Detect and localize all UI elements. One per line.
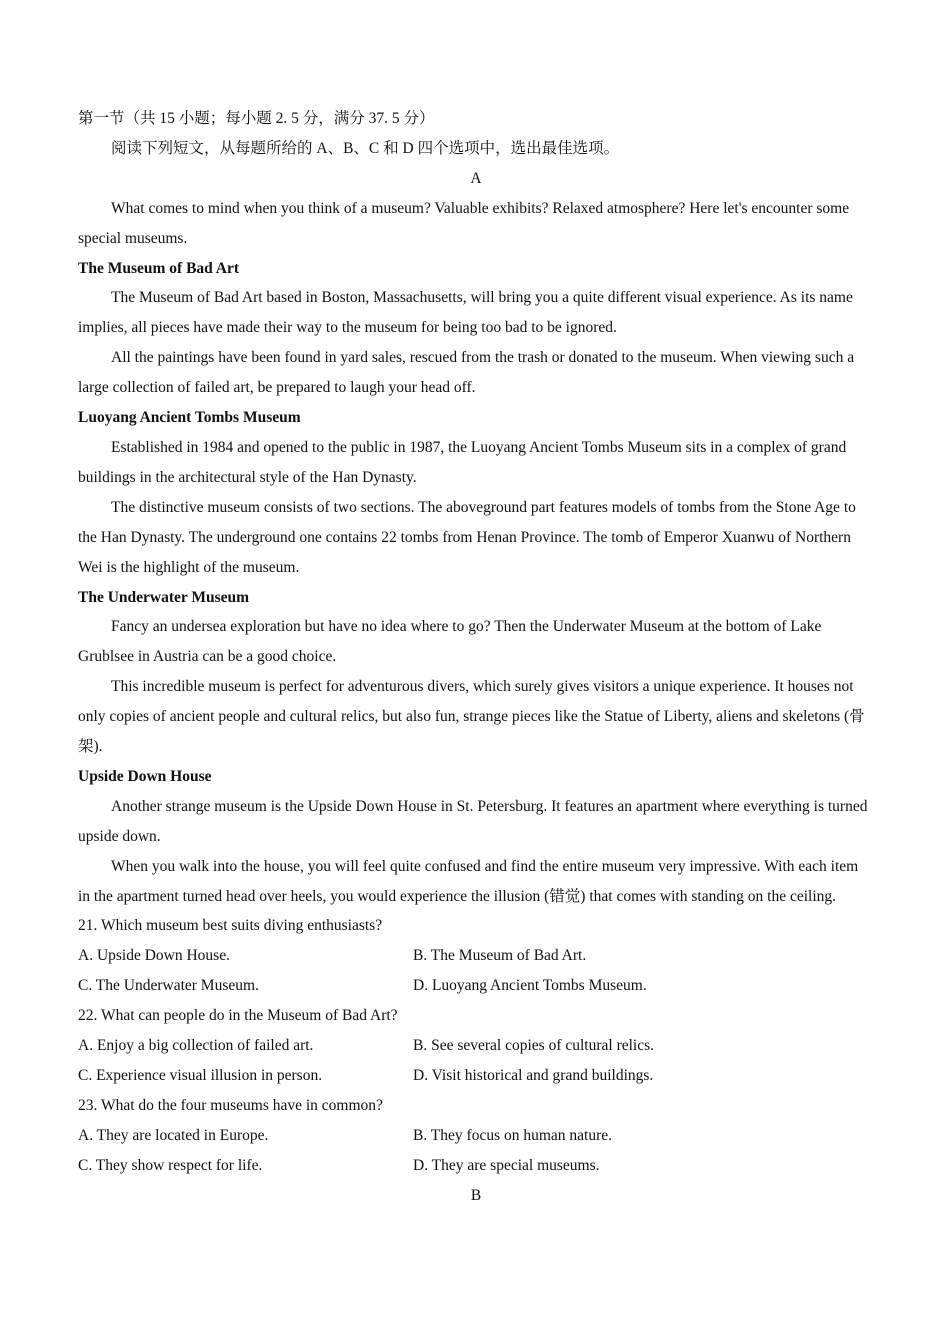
option-d: D. Luoyang Ancient Tombs Museum. bbox=[413, 977, 647, 995]
options-row bbox=[78, 1121, 874, 1151]
passage-intro: What comes to mind when you think of a museum? Valuable exhibits? Relaxed atmosphere? Here let's encounter some special museums. bbox=[78, 199, 850, 247]
question-stem-23: 23. What do the four museums have in common? bbox=[78, 1096, 383, 1114]
question-stem-22: 22. What can people do in the Museum of Bad Art? bbox=[78, 1007, 398, 1025]
options-row bbox=[78, 1031, 874, 1061]
option-a: A. Enjoy a big collection of failed art. bbox=[78, 1037, 314, 1055]
section-header: 第一节（共 15 小题；每小题 2. 5 分，满分 37. 5 分） bbox=[78, 110, 435, 127]
option-c: C. The Underwater Museum. bbox=[78, 977, 259, 995]
paragraph: This incredible museum is perfect for adventurous divers, which surely gives visitors a unique experience. It houses not only copies of ancient people and cultural relics, but also fun, strange pieces like the Statue of Liberty, aliens and skeletons (骨架). bbox=[78, 678, 865, 756]
option-a: A. They are located in Europe. bbox=[78, 1126, 269, 1144]
museum-heading-luoyang: Luoyang Ancient Tombs Museum bbox=[78, 409, 301, 427]
options-row bbox=[78, 941, 874, 971]
museum-heading-underwater: The Underwater Museum bbox=[78, 588, 250, 606]
option-b: B. The Museum of Bad Art. bbox=[413, 947, 587, 965]
options-row bbox=[78, 971, 874, 1001]
museum-heading-upside-down: Upside Down House bbox=[78, 767, 212, 785]
paragraph: All the paintings have been found in yard sales, rescued from the trash or donated to the museum. When viewing such a large collection of failed art, be prepared to laugh your head off. bbox=[78, 349, 855, 397]
question-stem-21: 21. Which museum best suits diving enthusiasts? bbox=[78, 917, 383, 935]
option-d: D. They are special museums. bbox=[413, 1156, 600, 1174]
passage-b-label: B bbox=[470, 1186, 482, 1204]
option-c: C. They show respect for life. bbox=[78, 1156, 263, 1174]
paragraph: Another strange museum is the Upside Down House in St. Petersburg. It features an apartment where everything is turned upside down. bbox=[78, 797, 868, 845]
paragraph: The distinctive museum consists of two sections. The aboveground part features models of tombs from the Stone Age to the Han Dynasty. The underground one contains 22 tombs from Henan Province. The tomb of Emperor Xuanwu of Northern Wei is the highlight of the museum. bbox=[78, 498, 856, 576]
section-instruction: 阅读下列短文，从每题所给的 A、B、C 和 D 四个选项中，选出最佳选项。 bbox=[111, 139, 620, 157]
museum-heading-bad-art: The Museum of Bad Art bbox=[78, 259, 240, 277]
option-c: C. Experience visual illusion in person. bbox=[78, 1067, 323, 1084]
paragraph: Fancy an undersea exploration but have no idea where to go? Then the Underwater Museum at the bottom of Lake Grublsee in Austria can be a good choice. bbox=[78, 618, 822, 666]
paragraph: Established in 1984 and opened to the public in 1987, the Luoyang Ancient Tombs Museum sits in a complex of grand buildings in the architectural style of the Han Dynasty. bbox=[78, 438, 847, 486]
option-b: B. See several copies of cultural relics. bbox=[413, 1037, 655, 1055]
option-b: B. They focus on human nature. bbox=[413, 1126, 613, 1144]
exam-page bbox=[78, 104, 874, 1211]
paragraph: When you walk into the house, you will feel quite confused and find the entire museum very impressive. With each item in the apartment turned head over heels, you would experience the illusion (错觉) that comes with standing on the ceiling. bbox=[78, 857, 859, 905]
paragraph: The Museum of Bad Art based in Boston, Massachusetts, will bring you a quite different visual experience. As its name implies, all pieces have made their way to the museum for being too bad to be ignored. bbox=[78, 289, 853, 337]
option-d: D. Visit historical and grand buildings. bbox=[413, 1067, 654, 1084]
passage-a-label: A bbox=[470, 169, 482, 187]
options-row bbox=[78, 1151, 874, 1181]
option-a: A. Upside Down House. bbox=[78, 947, 230, 965]
options-row bbox=[78, 1061, 874, 1091]
